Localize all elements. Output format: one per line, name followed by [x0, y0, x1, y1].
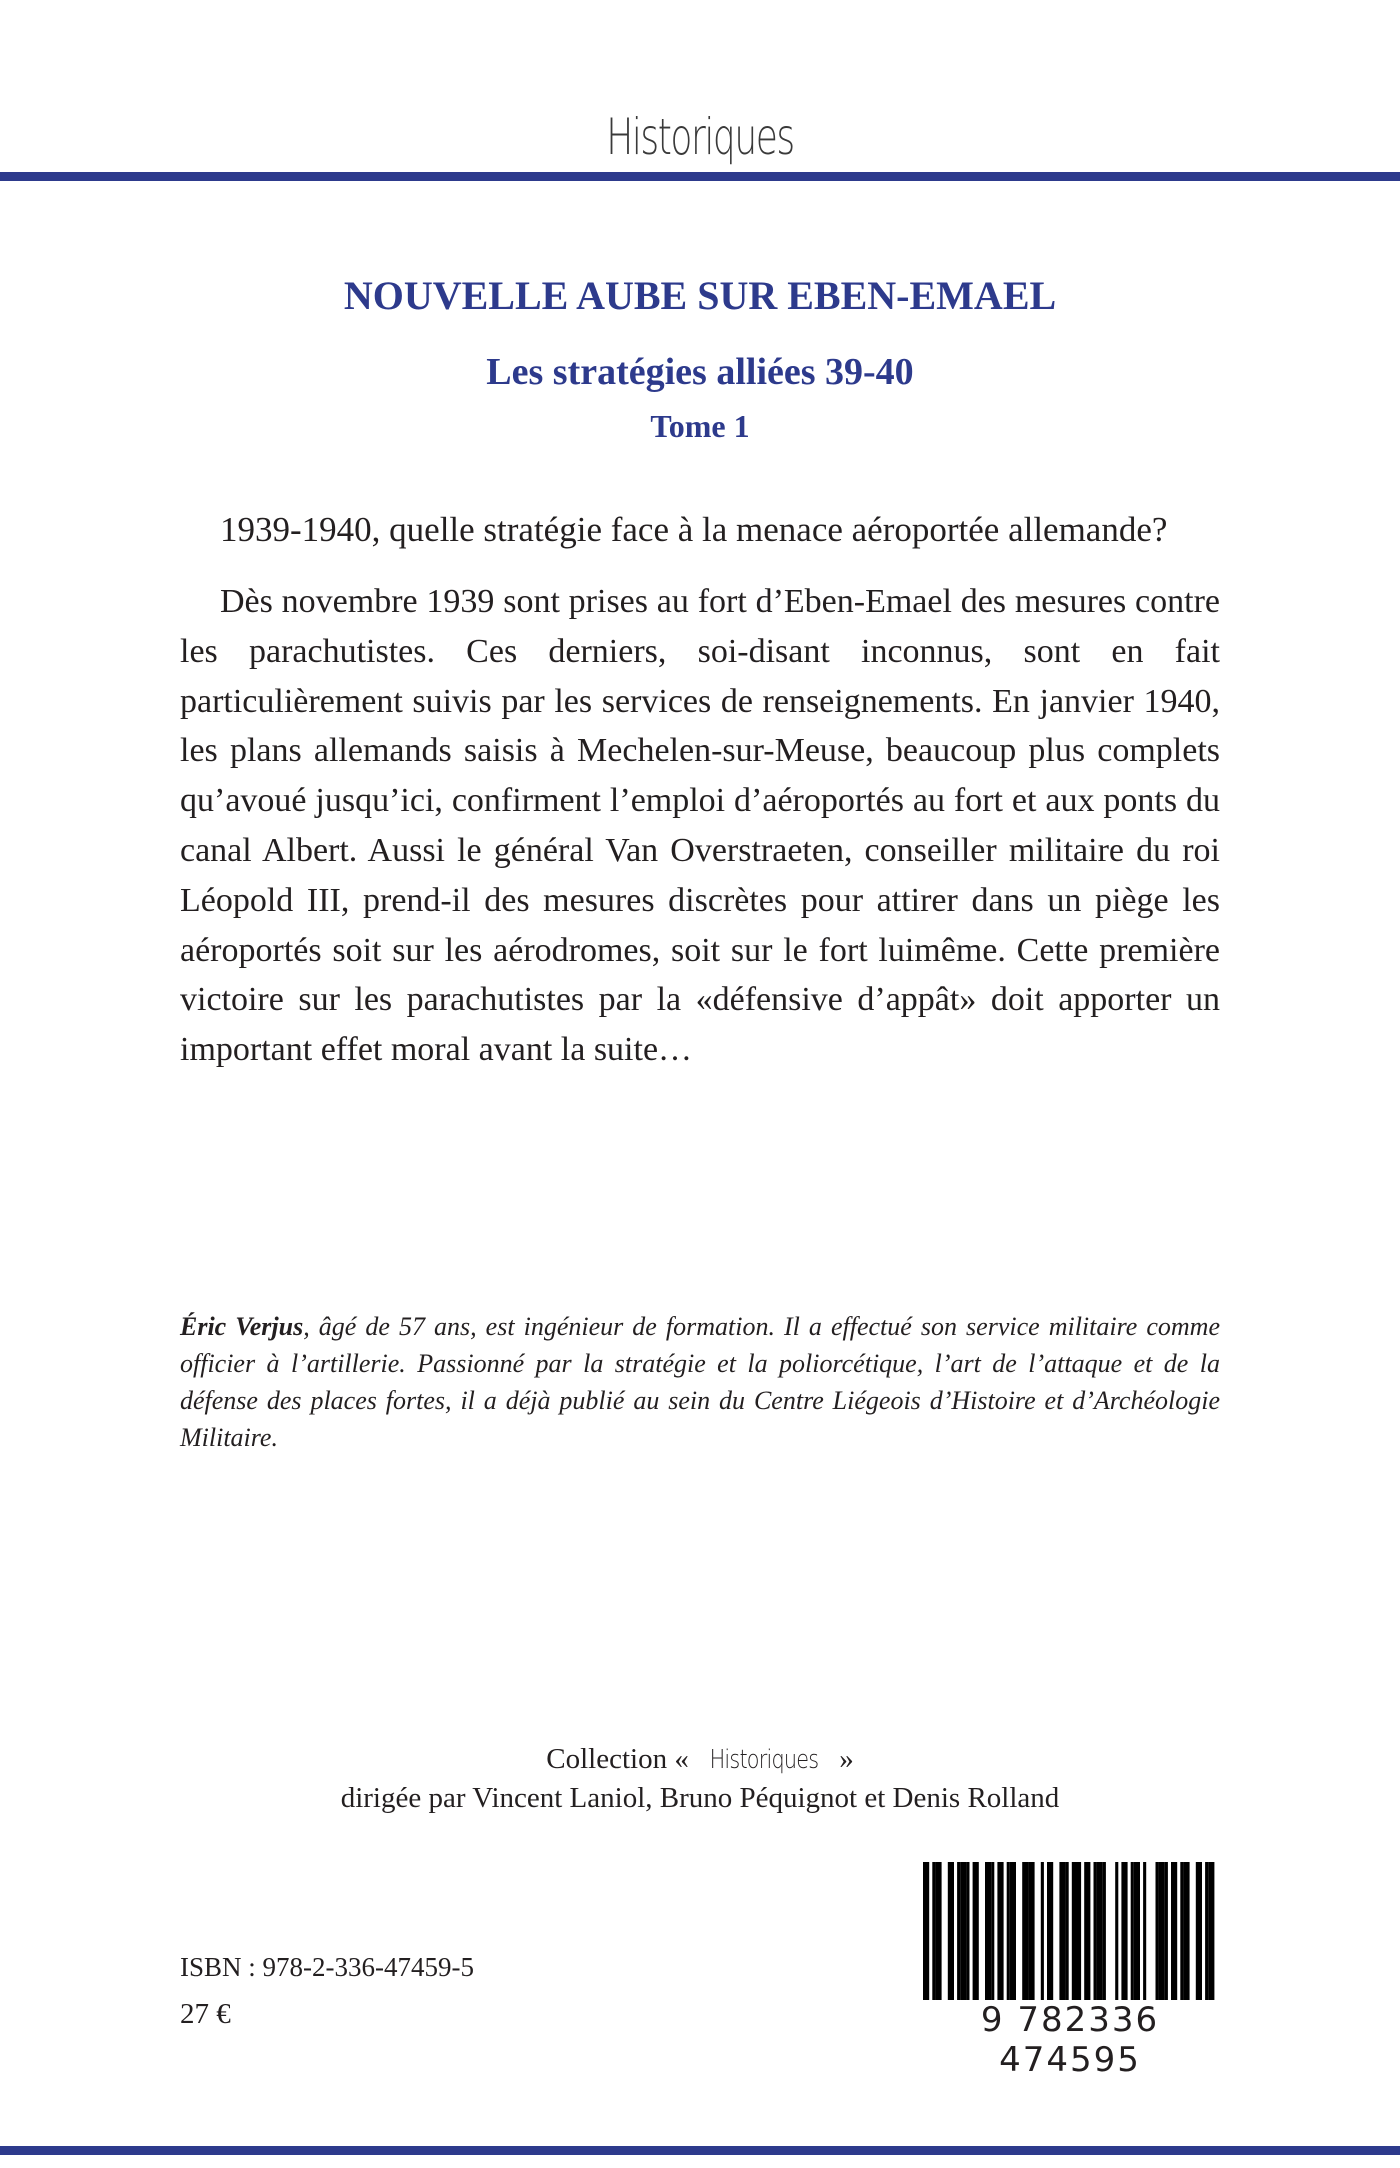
barcode-bar [1078, 1862, 1081, 2002]
barcode-bar [973, 1862, 979, 2002]
barcode-bar [948, 1862, 954, 2002]
barcode-bar [1196, 1862, 1202, 2002]
barcode-bar [1134, 1862, 1140, 2002]
barcode-digits: 9 782336 474595 [915, 2000, 1225, 2080]
barcode-bar [1022, 1862, 1028, 2002]
barcode-bar [1156, 1862, 1159, 2002]
barcode-bar [1059, 1862, 1065, 2002]
barcode-bar [1007, 1862, 1010, 2002]
barcode-bar [997, 1862, 1003, 2002]
barcode-bar [1171, 1862, 1177, 2002]
barcode-bar [1205, 1862, 1208, 2002]
barcode-bar [1103, 1862, 1106, 2002]
series-logo: Historiques [606, 108, 794, 166]
barcode-bar [1094, 1862, 1097, 2002]
barcode-bar [1028, 1862, 1031, 2002]
barcode-bar [1041, 1862, 1044, 2002]
barcode-bar [957, 1862, 960, 2002]
collection-suffix: » [831, 1743, 854, 1775]
barcode-bar [1066, 1862, 1069, 2002]
collection-line [0, 1740, 1400, 1779]
barcode-bar [1084, 1862, 1090, 2002]
blurb-body: Dès novembre 1939 sont prises au fort d’Eben-Emael des mesures contre les parachutistes. Ces derniers, soi-disant inconnus, sont en fait particulièrement suivis par les services de renseignements. En janvier 1940, les plans allemands saisis à Mechelen-sur-Meuse, beaucoup plus complets qu’avoué jusqu’ici, confirment l’emploi d’aéroportés au fort et aux ponts du canal Albert. Aussi le général Van Overstraeten, conseiller militaire du roi Léopold III, prend-il des mesures discrètes pour attirer dans un piège les aéroportés soit sur les aérodromes, soit sur le fort luimême. Cette première victoire sur les parachutistes par la «défensive d’appât» doit apporter un important effet moral avant la suite… [180, 583, 1220, 1069]
barcode-bar [1208, 1862, 1214, 2002]
bottom-rule [0, 2146, 1400, 2155]
barcode-bar [966, 1862, 969, 2002]
barcode-bar [1180, 1862, 1183, 2002]
price: 27 € [180, 1998, 231, 2030]
book-title: NOUVELLE AUBE SUR EBEN-EMAEL [343, 273, 1057, 318]
author-bio [180, 1308, 1220, 1456]
barcode-bar [1165, 1862, 1168, 2002]
barcode-bar [985, 1862, 991, 2002]
barcode-bar [1159, 1862, 1165, 2002]
barcode-bar [1143, 1862, 1146, 2002]
collection-logo: Historiques [709, 1745, 819, 1775]
barcode-bar [1010, 1862, 1016, 2002]
author-bio-text: , âgé de 57 ans, est ingénieur de formation. Il a effectué son service militaire comme officier à l’artillerie. Passionné par la stratégie et la poliorcétique, l’art de l’attaque et de la défense des places fortes, il a déjà publié au sein du Centre Liégeois d’Histoire et d’Archéologie Militaire. [180, 1312, 1220, 1452]
barcode-bar [1183, 1862, 1189, 2002]
author-name: Éric Verjus [180, 1312, 304, 1341]
top-rule [0, 172, 1400, 181]
barcode-bar [1072, 1862, 1078, 2002]
isbn: ISBN : 978-2-336-47459-5 [180, 1952, 474, 1982]
barcode-bar [1131, 1862, 1134, 2002]
barcode-bar [1047, 1862, 1053, 2002]
barcode-bar [935, 1862, 941, 2002]
barcode-bar [1097, 1862, 1103, 2002]
collection-info [0, 1740, 1400, 1817]
barcode-bar [960, 1862, 966, 2002]
collection-prefix: Collection « [546, 1743, 697, 1775]
volume-label: Tome 1 [650, 408, 750, 444]
barcode-bar [991, 1862, 994, 2002]
collection-directors: dirigée par Vincent Laniol, Bruno Péquignot et Denis Rolland [340, 1782, 1060, 1814]
book-subtitle: Les stratégies alliées 39-40 [486, 351, 914, 393]
blurb-lead: 1939-1940, quelle stratégie face à la menace aéroportée allemande? [220, 510, 1168, 549]
barcode-bar [1032, 1862, 1035, 2002]
